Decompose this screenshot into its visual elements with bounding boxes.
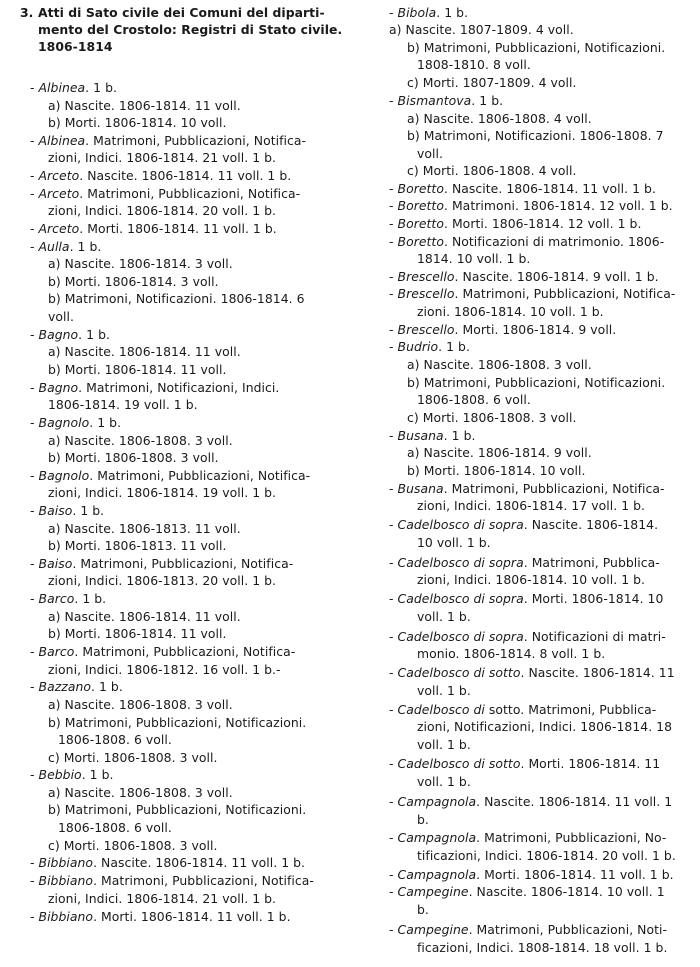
line-text: c) Morti. 1806-1808. 3 voll. <box>48 838 218 853</box>
line-text: - <box>30 873 39 888</box>
line-text-rest: . 1 b. <box>78 327 110 342</box>
place-name: Aulla <box>38 239 70 254</box>
entry-detail-line <box>417 718 672 735</box>
line-text: zioni, Notificazioni, Indici. 1806-1814. 18 <box>417 719 673 734</box>
line-text: zioni. 1806-1814. 10 voll. 1 b. <box>417 304 604 319</box>
line-text-rest: . Nascite. 1806-1814. 11 <box>520 665 675 680</box>
place-name: Albinea <box>38 80 86 95</box>
place-name: Bagnolo <box>38 468 90 483</box>
entry-line <box>389 197 673 214</box>
entry-detail-line <box>48 396 198 413</box>
line-text: - <box>30 186 39 201</box>
line-text: zioni, Indici. 1806-1814. 21 voll. 1 b. <box>48 891 277 906</box>
line-text-rest: . 1 b. <box>471 93 504 108</box>
section-title-line: Atti di Sato civile dei Comuni del diparti- <box>38 5 325 20</box>
line-text: - <box>30 415 39 430</box>
line-text: zioni, Indici. 1806-1812. 16 voll. 1 b.- <box>48 662 281 677</box>
line-text: 1806-1814. 19 voll. 1 b. <box>48 397 198 412</box>
entry-detail-line <box>417 847 676 864</box>
entry-detail-line <box>48 890 276 907</box>
line-text: - <box>389 234 398 249</box>
entry-detail-line <box>407 127 664 144</box>
entry-detail-line <box>48 308 74 325</box>
line-text: - <box>389 867 398 882</box>
line-text: 1806-1808. 6 voll. <box>58 820 172 835</box>
line-text: - <box>389 629 398 644</box>
entry-detail-line <box>407 74 577 91</box>
entry-detail-line <box>407 39 665 56</box>
line-text: zioni, Indici. 1806-1814. 19 voll. 1 b. <box>48 485 277 500</box>
line-text: 1808-1810. 8 voll. <box>417 57 531 72</box>
line-text: - <box>389 286 398 301</box>
entry-detail-line <box>407 110 592 127</box>
line-text-rest: . Matrimoni, Pubblicazioni, Notifica- <box>454 286 676 301</box>
entry-line <box>30 872 314 889</box>
line-text: tificazioni, Indici. 1806-1814. 20 voll. 1 b. <box>417 848 676 863</box>
line-text-rest: . Matrimoni, Pubblicazioni, Notifica- <box>74 644 296 659</box>
line-text-rest: . 1 b. <box>89 415 122 430</box>
entry-detail-line <box>48 537 227 554</box>
entry-detail-line <box>48 432 233 449</box>
line-text: zioni, Indici. 1806-1814. 10 voll. 1 b. <box>417 572 646 587</box>
section-title-line: mento del Crostolo: Registri di Stato civile. <box>38 22 343 37</box>
line-text: - <box>30 556 39 571</box>
entry-line <box>30 643 295 660</box>
entry-line <box>389 321 616 338</box>
line-text-rest: . Nascite. 1806-1814. <box>523 517 659 532</box>
line-text: b. <box>417 812 429 827</box>
line-text: voll. <box>48 309 74 324</box>
entry-line <box>389 590 663 607</box>
line-text-rest: . 1 b. <box>69 239 102 254</box>
entry-line <box>30 185 300 202</box>
entry-detail-line <box>417 250 530 267</box>
entry-detail-line <box>417 811 429 828</box>
line-text-rest: . Morti. 1806-1814. 9 voll. <box>454 322 617 337</box>
place-name: Bagnolo <box>38 415 90 430</box>
entry-detail-line <box>417 571 645 588</box>
entry-detail-line <box>417 497 645 514</box>
place-name: Cadelbosco di sotto <box>397 756 521 771</box>
entry-detail-line <box>417 682 471 699</box>
entry-line <box>389 829 666 846</box>
entry-line <box>389 268 659 285</box>
line-text-rest: . 1 b. <box>91 679 123 694</box>
line-text: - <box>30 909 39 924</box>
line-text: - <box>30 503 39 518</box>
line-text: 1806-1808. 6 voll. <box>58 732 172 747</box>
line-text: a) Nascite. 1806-1808. 3 voll. <box>48 697 233 712</box>
line-text: voll. 1 b. <box>417 683 471 698</box>
place-name: Campagnola <box>397 867 477 882</box>
entry-line <box>389 628 666 645</box>
line-text: b) Matrimoni, Pubblicazioni, Notificazioni. <box>48 802 307 817</box>
line-text-rest: . Nascite. 1806-1814. 11 voll. 1 b. <box>93 855 306 870</box>
entry-detail-line <box>417 303 604 320</box>
line-text-rest: . Notificazioni di matrimonio. 1806- <box>443 234 665 249</box>
entry-line <box>389 285 675 302</box>
entry-line <box>30 502 104 519</box>
line-text: - <box>389 481 398 496</box>
entry-line <box>389 866 674 883</box>
line-text-rest: . 1 b. <box>72 503 105 518</box>
line-text: - <box>30 380 39 395</box>
entry-detail-line <box>417 391 531 408</box>
line-text-rest: . Matrimoni. 1806-1814. 12 voll. 1 b. <box>443 198 673 213</box>
line-text: b) Morti. 1806-1808. 3 voll. <box>48 450 219 465</box>
place-name: Cadelbosco di sotto <box>397 665 521 680</box>
place-name: Brescello <box>397 286 455 301</box>
place-name: Barco <box>38 591 75 606</box>
entry-line <box>389 554 660 571</box>
line-text-rest: . 1 b. <box>85 80 117 95</box>
place-name: Boretto <box>397 234 444 249</box>
line-text: - <box>389 884 398 899</box>
place-name: Budrio <box>397 339 439 354</box>
line-text-rest: . Nascite. 1806-1814. 9 voll. 1 b. <box>454 269 659 284</box>
entry-line <box>389 480 665 497</box>
entry-line <box>389 92 503 109</box>
line-text: b) Matrimoni, Pubblicazioni, Notificazioni. <box>48 715 307 730</box>
entry-detail-line <box>417 773 471 790</box>
entry-detail-line <box>48 343 241 360</box>
entry-line <box>389 4 468 21</box>
entry-detail-line <box>48 625 227 642</box>
place-name: Cadelbosco di sopra <box>397 517 524 532</box>
entry-detail-line <box>58 731 172 748</box>
entry-line <box>389 338 470 355</box>
line-text: - <box>389 794 398 809</box>
entry-line <box>389 180 656 197</box>
entry-line <box>30 167 291 184</box>
line-text: b) Morti. 1806-1814. 11 voll. <box>48 362 227 377</box>
line-text: - <box>389 702 398 717</box>
entry-detail-line <box>417 56 531 73</box>
entry-line <box>30 79 117 96</box>
entry-detail-line <box>407 409 577 426</box>
line-text: a) Nascite. 1806-1808. 4 voll. <box>407 111 592 126</box>
line-text-rest: . Matrimoni, Pubblicazioni, Notifica- <box>85 133 307 148</box>
place-name: Baiso <box>38 556 73 571</box>
line-text: c) Morti. 1807-1809. 4 voll. <box>407 75 577 90</box>
place-name: Baiso <box>38 503 73 518</box>
line-text: - <box>389 517 398 532</box>
line-text-rest: . Morti. 1806-1814. 11 voll. 1 b. <box>79 221 277 236</box>
entry-line <box>389 516 658 533</box>
line-text: a) Nascite. 1806-1814. 9 voll. <box>407 445 592 460</box>
line-text: - <box>389 756 398 771</box>
line-text: b) Morti. 1806-1813. 11 voll. <box>48 538 227 553</box>
entry-line <box>30 467 310 484</box>
line-text: b) Morti. 1806-1814. 10 voll. <box>48 115 227 130</box>
entry-line <box>30 220 277 237</box>
line-text: - <box>389 322 398 337</box>
entry-line <box>30 238 101 255</box>
line-text: - <box>30 221 39 236</box>
line-text: - <box>30 855 39 870</box>
line-text-rest: . Matrimoni, Pubblicazioni, Notifica- <box>89 468 311 483</box>
line-text-rest: . 1 b. <box>438 339 470 354</box>
place-name: Brescello <box>397 322 455 337</box>
entry-detail-line <box>48 714 306 731</box>
line-text: - <box>30 239 39 254</box>
entry-detail-line <box>417 608 471 625</box>
place-name: Arceto <box>38 168 80 183</box>
line-text: a) Nascite. 1806-1808. 3 voll. <box>48 433 233 448</box>
line-text: - <box>389 428 398 443</box>
place-name: Bibbiano <box>38 855 94 870</box>
entry-line <box>389 883 665 900</box>
entry-detail-line <box>417 901 429 918</box>
line-text: monio. 1806-1814. 8 voll. 1 b. <box>417 646 606 661</box>
entry-detail-line <box>417 145 443 162</box>
place-name: Bazzano <box>38 679 91 694</box>
line-text: - <box>30 80 39 95</box>
entry-line <box>30 908 291 925</box>
line-text-rest: . Matrimoni, Pubblicazioni, Notifica- <box>79 186 301 201</box>
entry-detail-line <box>417 645 605 662</box>
entry-detail-line <box>48 255 233 272</box>
line-text: - <box>389 5 398 20</box>
line-text: ficazioni, Indici. 1808-1814. 18 voll. 1 b. <box>417 940 668 955</box>
place-name: Boretto <box>397 198 444 213</box>
place-name: Boretto <box>397 216 444 231</box>
entry-line <box>389 664 675 681</box>
place-name: Campegine <box>397 922 469 937</box>
place-name: Albinea <box>38 133 86 148</box>
place-name: Cadelbosco di sopra <box>397 591 524 606</box>
place-name: Busana <box>397 481 444 496</box>
line-text: voll. 1 b. <box>417 737 471 752</box>
entry-line <box>30 379 279 396</box>
line-text: - <box>389 665 398 680</box>
line-text-rest: . Matrimoni, Notificazioni, Indici. <box>78 380 280 395</box>
line-text: zioni, Indici. 1806-1814. 20 voll. 1 b. <box>48 203 277 218</box>
entry-line <box>30 414 121 431</box>
line-text-rest: . 1 b. <box>436 5 469 20</box>
line-text: a) Nascite. 1806-1814. 11 voll. <box>48 344 241 359</box>
entry-line <box>389 233 664 250</box>
place-name: Cadelbosco di sopra <box>397 629 524 644</box>
line-text: a) Nascite. 1806-1808. 3 voll. <box>48 785 233 800</box>
place-name: Boretto <box>397 181 444 196</box>
line-text: - <box>389 555 398 570</box>
entry-detail-line <box>48 696 233 713</box>
line-text: a) Nascite. 1807-1809. 4 voll. <box>389 22 574 37</box>
place-name: Brescello <box>397 269 455 284</box>
entry-detail-line <box>417 939 667 956</box>
entry-line <box>30 555 293 572</box>
line-text: b) Matrimoni, Pubblicazioni, Notificazioni. <box>407 40 666 55</box>
line-text-rest: . Nascite. 1806-1814. 11 voll. 1 <box>476 794 673 809</box>
entry-line <box>389 755 660 772</box>
entry-line <box>30 326 110 343</box>
entry-detail-line <box>407 356 592 373</box>
line-text: 1814. 10 voll. 1 b. <box>417 251 531 266</box>
entry-detail-line <box>48 484 276 501</box>
line-text: a) Nascite. 1806-1814. 11 voll. <box>48 609 241 624</box>
place-name: Campagnola <box>397 794 477 809</box>
place-name: Campegine <box>397 884 469 899</box>
line-text-rest: . Matrimoni, Pubblicazioni, No- <box>476 830 667 845</box>
place-name: Bagno <box>38 380 79 395</box>
line-text: zioni, Indici. 1806-1814. 17 voll. 1 b. <box>417 498 646 513</box>
line-text: c) Morti. 1806-1808. 3 voll. <box>407 410 577 425</box>
line-text-rest: . Morti. 1806-1814. 12 voll. 1 b. <box>443 216 642 231</box>
entry-detail-line <box>48 837 218 854</box>
entry-detail-line <box>48 749 218 766</box>
line-text: 1806-1808. 6 voll. <box>417 392 531 407</box>
entry-detail-line <box>417 736 471 753</box>
entry-line <box>389 921 667 938</box>
place-name: Busana <box>397 428 444 443</box>
line-text-rest: . Morti. 1806-1814. 11 <box>520 756 661 771</box>
line-text: a) Nascite. 1806-1814. 3 voll. <box>48 256 233 271</box>
line-text: b) Morti. 1806-1814. 10 voll. <box>407 463 586 478</box>
entry-line <box>30 678 123 695</box>
line-text: b) Matrimoni, Notificazioni. 1806-1808. 7 <box>407 128 664 143</box>
entry-detail-line <box>407 462 586 479</box>
entry-detail-line <box>389 21 574 38</box>
line-text: b) Matrimoni, Notificazioni. 1806-1814. 6 <box>48 291 305 306</box>
line-text-rest: . Matrimoni, Pubblicazioni, Noti- <box>468 922 668 937</box>
line-text-rest: . Matrimoni, Pubblicazioni, Notifica- <box>443 481 665 496</box>
place-name: Barco <box>38 644 75 659</box>
entry-line <box>389 427 475 444</box>
entry-line <box>389 701 656 718</box>
line-text-rest: . Nascite. 1806-1814. 10 voll. 1 <box>468 884 665 899</box>
place-name: Bibbiano <box>38 909 94 924</box>
line-text: b. <box>417 902 429 917</box>
line-text: b) Morti. 1806-1814. 3 voll. <box>48 274 219 289</box>
entry-detail-line <box>48 608 241 625</box>
line-text: - <box>30 168 39 183</box>
entry-detail-line <box>407 374 665 391</box>
place-name: Bibola <box>397 5 437 20</box>
place-name: Campagnola <box>397 830 477 845</box>
entry-detail-line <box>417 534 491 551</box>
entry-detail-line <box>48 801 306 818</box>
entry-detail-line <box>48 114 227 131</box>
line-text: - <box>389 591 398 606</box>
line-text: - <box>30 767 39 782</box>
line-text: - <box>389 269 398 284</box>
line-text-rest: . Morti. 1806-1814. 10 <box>523 591 664 606</box>
section-title-line: 1806-1814 <box>38 39 113 54</box>
line-text: c) Morti. 1806-1808. 3 voll. <box>48 750 218 765</box>
line-text-rest: . Matrimoni, Pubblicazioni, Notifica- <box>93 873 314 888</box>
line-text: a) Nascite. 1806-1808. 3 voll. <box>407 357 592 372</box>
line-text: - <box>30 644 39 659</box>
place-name: Cadelbosco di sopra <box>397 555 524 570</box>
place-name: Arceto <box>38 186 80 201</box>
line-text-rest: . 1 b. <box>74 591 107 606</box>
line-text: - <box>30 679 39 694</box>
entry-detail-line <box>48 273 219 290</box>
entry-detail-line <box>48 449 219 466</box>
entry-detail-line <box>48 661 281 678</box>
entry-detail-line <box>48 572 276 589</box>
line-text: - <box>389 922 398 937</box>
place-name: Bibbiano <box>38 873 94 888</box>
line-text: - <box>30 327 39 342</box>
line-text: - <box>389 93 398 108</box>
entry-detail-line <box>48 784 233 801</box>
line-text: - <box>389 181 398 196</box>
place-name: Cadelbosco di <box>397 702 485 717</box>
line-text-rest: . Matrimoni, Pubblica- <box>523 555 660 570</box>
line-text: a) Nascite. 1806-1814. 11 voll. <box>48 98 241 113</box>
line-text: - <box>389 198 398 213</box>
entry-detail-line <box>48 202 276 219</box>
entry-detail-line <box>407 162 577 179</box>
line-text: - <box>389 339 398 354</box>
line-text-rest: . Nascite. 1806-1814. 11 voll. 1 b. <box>443 181 656 196</box>
line-text: - <box>389 216 398 231</box>
line-text: 10 voll. 1 b. <box>417 535 491 550</box>
line-text: zioni, Indici. 1806-1813. 20 voll. 1 b. <box>48 573 277 588</box>
place-name: Bagno <box>38 327 79 342</box>
entry-line <box>30 854 305 871</box>
line-text: a) Nascite. 1806-1813. 11 voll. <box>48 521 241 536</box>
entry-detail-line <box>407 444 592 461</box>
line-text-rest: . Matrimoni, Pubblicazioni, Notifica- <box>72 556 294 571</box>
line-text-rest: . Morti. 1806-1814. 11 voll. 1 b. <box>476 867 674 882</box>
line-text: b) Matrimoni, Pubblicazioni, Notificazioni. <box>407 375 666 390</box>
line-text: voll. 1 b. <box>417 609 471 624</box>
line-text-rest: . 1 b. <box>81 767 114 782</box>
line-text: - <box>30 591 39 606</box>
line-text: c) Morti. 1806-1808. 4 voll. <box>407 163 577 178</box>
line-text: zioni, Indici. 1806-1814. 21 voll. 1 b. <box>48 150 277 165</box>
entry-line <box>389 793 672 810</box>
place-name: Bismantova <box>397 93 472 108</box>
entry-detail-line <box>48 290 305 307</box>
section-number: 3. <box>20 5 34 20</box>
entry-detail-line <box>58 819 172 836</box>
line-text: - <box>30 468 39 483</box>
entry-detail-line <box>48 97 241 114</box>
line-text-rest: . Morti. 1806-1814. 11 voll. 1 b. <box>93 909 291 924</box>
line-text-rest: sotto. Matrimoni, Pubblica- <box>484 702 657 717</box>
line-text: b) Morti. 1806-1814. 11 voll. <box>48 626 227 641</box>
line-text-rest: . Notificazioni di matri- <box>523 629 666 644</box>
line-text: - <box>30 133 39 148</box>
line-text: voll. <box>417 146 443 161</box>
line-text-rest: . 1 b. <box>443 428 476 443</box>
entry-detail-line <box>48 149 276 166</box>
entry-line <box>389 215 641 232</box>
line-text: - <box>389 830 398 845</box>
entry-detail-line <box>48 520 241 537</box>
entry-line <box>30 766 114 783</box>
line-text: voll. 1 b. <box>417 774 471 789</box>
line-text-rest: . Nascite. 1806-1814. 11 voll. 1 b. <box>79 168 292 183</box>
entry-detail-line <box>48 361 227 378</box>
entry-line <box>30 132 306 149</box>
entry-line <box>30 590 106 607</box>
place-name: Arceto <box>38 221 80 236</box>
place-name: Bebbio <box>38 767 82 782</box>
